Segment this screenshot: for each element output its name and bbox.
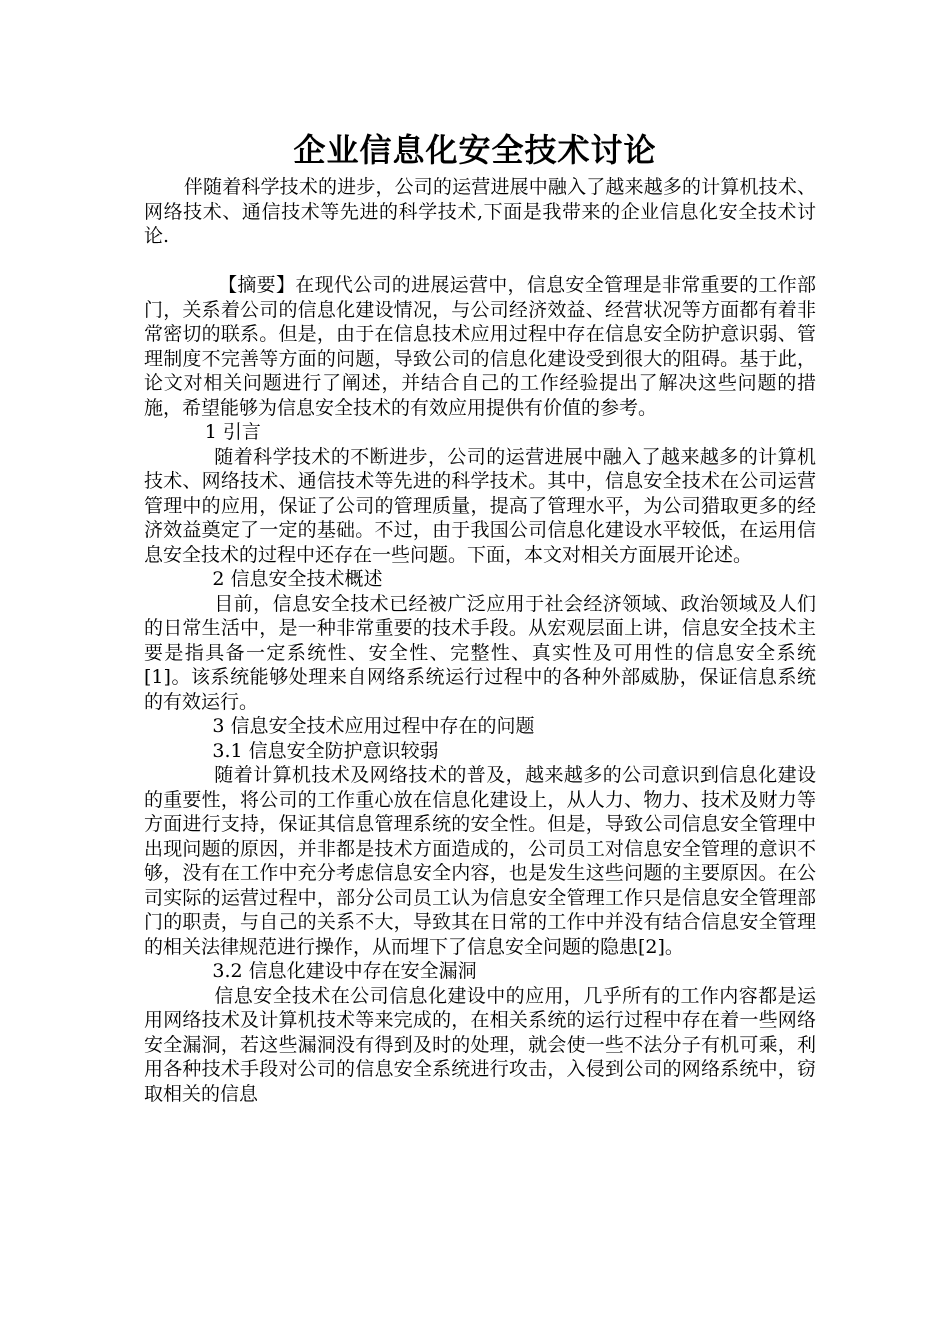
blank-line — [144, 249, 816, 274]
abstract-paragraph: 【摘要】在现代公司的进展运营中，信息安全管理是非常重要的工作部门，关系着公司的信息化建设情况，与公司经济效益、经营状况等方面都有着非常密切的联系。但是，由于在信息技术应用过程中存在信息安全防护意识弱、管理制度不完善等方面的问题，导致公司的信息化建设受到很大的阻碍。基于此，论文对相关问题进行了阐述，并结合自己的工作经验提出了解决这些问题的措施，希望能够为信息安全技术的有效应用提供有价值的参考。 — [144, 274, 816, 419]
document-body — [144, 175, 816, 1106]
section-2-heading: 2 信息安全技术概述 — [212, 568, 383, 590]
section-3-1-heading: 3.1 信息安全防护意识较弱 — [212, 739, 439, 762]
section-3-heading: 3 信息安全技术应用过程中存在的问题 — [212, 715, 535, 737]
intro-paragraph: 伴随着科学技术的进步，公司的运营进展中融入了越来越多的计算机技术、网络技术、通信技术等先进的科学技术,下面是我带来的企业信息化安全技术讨论. — [144, 176, 816, 247]
section-3-2-paragraph: 信息安全技术在公司信息化建设中的应用，几乎所有的工作内容都是运用网络技术及计算机技术等来完成的，在相关系统的运行过程中存在着一些网络安全漏洞，若这些漏洞没有得到及时的处理，就会使一些不法分子有机可乘，利用各种技术手段对公司的信息安全系统进行攻击，入侵到公司的网络系统中，窃取相关的信息 — [144, 984, 816, 1105]
section-1-heading: 1 引言 — [204, 421, 261, 443]
section-1-paragraph: 随着科学技术的不断进步，公司的运营进展中融入了越来越多的计算机技术、网络技术、通信技术等先进的科学技术。其中，信息安全技术在公司运营管理中的应用，保证了公司的管理质量，提高了管理水平，为公司猎取更多的经济效益奠定了一定的基础。不过，由于我国公司信息化建设水平较低，在运用信息安全技术的过程中还存在一些问题。下面，本文对相关方面展开论述。 — [144, 445, 816, 566]
section-3-2-heading: 3.2 信息化建设中存在安全漏洞 — [212, 960, 477, 982]
section-2-paragraph: 目前，信息安全技术已经被广泛应用于社会经济领域、政治领域及人们的日常生活中，是一种非常重要的技术手段。从宏观层面上讲，信息安全技术主要是指具备一定系统性、安全性、完整性、真实性及可用性的信息安全系统[1]。该系统能够处理来自网络系统运行过程中的各种外部威胁，保证信息系统的有效运行。 — [144, 592, 816, 713]
document-title: 企业信息化安全技术讨论 — [293, 131, 657, 169]
section-3-1-paragraph: 随着计算机技术及网络技术的普及，越来越多的公司意识到信息化建设的重要性，将公司的工作重心放在信息化建设上，从人力、物力、技术及财力等方面进行支持，保证其信息管理系统的安全性。但是，导致公司信息安全管理中出现问题的原因，并非都是技术方面造成的，公司员工对信息安全管理的意识不够，没有在工作中充分考虑信息安全内容，也是发生这些问题的主要原因。在公司实际的运营过程中，部分公司员工认为信息安全管理工作只是信息安全管理部门的职责，与自己的关系不大，导致其在日常的工作中并没有结合信息安全管理的相关法律规范进行操作，从而埋下了信息安全问题的隐患[2]。 — [144, 764, 816, 958]
